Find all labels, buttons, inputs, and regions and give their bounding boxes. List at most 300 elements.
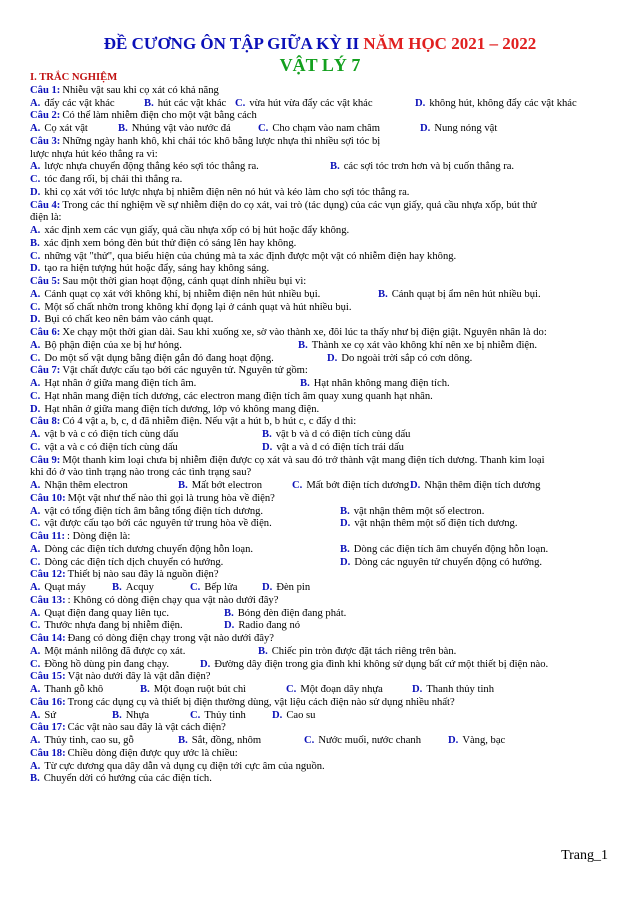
answer-options-line (30, 187, 612, 200)
option-letter: B. (298, 339, 308, 351)
option-letter: C. (30, 390, 41, 402)
answer-option (298, 340, 537, 353)
question-text: lược nhựa hút kéo thẳng ra vì: (30, 148, 158, 160)
question-text: điện là: (30, 212, 62, 224)
question-number: Câu 3: (30, 135, 61, 147)
answer-options-line (30, 544, 612, 557)
answer-options-line (30, 302, 612, 315)
question-line (30, 633, 612, 646)
option-text: Chuyển dời có hướng của các điện tích. (43, 773, 212, 785)
option-letter: A. (30, 429, 41, 440)
option-text: xác định xem các vụn giấy, quả cầu nhựa xốp có bị hút hoặc đẩy không. (44, 225, 350, 236)
answer-option (30, 773, 212, 786)
answer-option (30, 557, 223, 570)
answer-option (286, 684, 383, 697)
option-letter: A. (30, 480, 41, 491)
option-letter: D. (200, 658, 211, 670)
answer-options-line (30, 225, 612, 238)
answer-option (262, 429, 410, 442)
option-text: Bụi có chất keo nên bám vào cánh quạt. (44, 314, 214, 326)
option-letter: B. (262, 429, 272, 440)
option-letter: D. (340, 556, 351, 568)
question-line (30, 722, 612, 735)
option-letter: D. (415, 97, 426, 109)
question-line (30, 416, 612, 429)
question-number: Câu 18: (30, 747, 66, 759)
option-text: Dòng các nguyên tử chuyển động có hướng. (354, 556, 543, 568)
option-text: Nhựa (125, 709, 150, 721)
answer-option (30, 710, 56, 723)
question-number: Câu 6: (30, 327, 61, 338)
option-text: Bếp lửa (204, 582, 238, 593)
answer-options-line (30, 646, 612, 659)
option-letter: B. (140, 684, 150, 695)
question-line (30, 748, 612, 761)
option-letter: C. (304, 735, 315, 746)
option-text: Nhúng vật vào nước đá (131, 123, 231, 134)
option-letter: D. (420, 123, 431, 134)
option-letter: D. (327, 352, 338, 364)
option-text: Cánh quạt cọ xát với không khí, bị nhiễm điện nên hút nhiều bụi. (44, 288, 321, 300)
answer-options-line (30, 289, 612, 302)
option-text: Một số chất nhờn trong không khí đọng lại ở cánh quạt và hút nhiều bụi. (44, 301, 352, 313)
option-letter: C. (30, 658, 41, 670)
option-letter: C. (190, 582, 201, 593)
option-text: Nhận thêm electron (44, 480, 128, 491)
page-subtitle: VẬT LÝ 7 (279, 55, 361, 75)
answer-option (30, 98, 115, 111)
option-letter: B. (378, 288, 388, 300)
option-letter: D. (30, 263, 41, 275)
option-letter: C. (30, 441, 41, 453)
answer-option (30, 302, 352, 315)
answer-option (200, 659, 548, 672)
question-text: khi đó ở vào tình trạng nào trong các tình trạng sau? (30, 467, 252, 479)
question-number: Câu 14: (30, 633, 66, 644)
answer-option (178, 480, 262, 493)
question-text: Chiều dòng điện được quy ước là chiều: (67, 747, 238, 759)
answer-option (30, 225, 349, 238)
option-text: Nung nóng vật (434, 123, 498, 134)
option-letter: B. (30, 773, 40, 785)
answer-options-line (30, 608, 612, 621)
answer-options-line (30, 340, 612, 353)
question-line (30, 85, 612, 98)
question-number: Câu 10: (30, 492, 66, 504)
answer-option (30, 404, 319, 417)
question-text: Các vật nào sau đây là vật cách điện? (67, 722, 226, 734)
answer-option (30, 735, 134, 748)
answer-options-line (30, 659, 612, 672)
option-letter: A. (30, 339, 41, 351)
answer-options-line (30, 506, 612, 519)
answer-option (30, 429, 178, 442)
answer-option (262, 582, 310, 595)
option-text: Thủy tinh (204, 709, 246, 721)
option-text: Quạt điện đang quay liên tục. (44, 607, 170, 619)
answer-option (224, 608, 346, 621)
option-text: Sắt, đồng, nhôm (191, 735, 262, 746)
answer-options-line (30, 391, 612, 404)
question-text: Có thể làm nhiễm điện cho một vật bằng cách (62, 110, 257, 122)
answer-option (30, 123, 88, 136)
answer-option (30, 442, 178, 455)
option-text: Từ cực dương qua dây dẫn và dụng cụ điện tới cực âm của nguồn. (44, 760, 325, 772)
answer-option (415, 98, 577, 111)
option-text: Thanh thủy tinh (426, 684, 494, 695)
option-text: Mất bớt điện tích dương (306, 480, 410, 491)
option-text: Dòng các điện tích dương chuyển động hỗn loạn. (44, 543, 254, 555)
title-main: ĐỀ CƯƠNG ÔN TẬP GIỮA KỲ II (103, 34, 360, 53)
question-number: Câu 4: (30, 199, 61, 211)
question-line (30, 276, 612, 289)
answer-option (30, 544, 253, 557)
answer-options-line (30, 684, 612, 697)
question-line (30, 697, 612, 710)
option-letter: B. (224, 607, 234, 619)
answer-option (30, 187, 409, 200)
page-title (0, 34, 640, 54)
answer-options-line (30, 263, 612, 276)
answer-option (30, 620, 183, 633)
option-text: Một đoạn ruột bút chì (153, 684, 247, 695)
option-letter: D. (410, 480, 421, 491)
option-text: Bóng đèn điện đang phát. (237, 607, 347, 619)
answer-option (412, 684, 494, 697)
option-letter: D. (262, 441, 273, 453)
option-text: đẩy các vật khác (44, 97, 115, 109)
answer-option (410, 480, 540, 493)
answer-option (144, 98, 226, 111)
option-letter: A. (30, 225, 41, 236)
answer-option (340, 544, 548, 557)
option-text: xác định xem bóng đèn bút thử điện có sáng lên hay không. (43, 237, 297, 249)
answer-options-line (30, 238, 612, 251)
question-text: Có 4 vật a, b, c, d đã nhiễm điện. Nếu vật a hút b, b hút c, c đẩy d thì: (62, 416, 357, 428)
question-text: Vật chất được cấu tạo bởi các nguyên tử. Nguyên tử gồm: (62, 365, 308, 377)
option-letter: B. (144, 97, 154, 109)
question-text: Một thanh kim loại chưa bị nhiễm điện được cọ xát và sau đó trở thành vật mang điện tích dương. Thanh kim loại (62, 454, 545, 466)
option-text: Chiếc pin tròn được đặt tách riêng trên bàn. (271, 645, 457, 657)
answer-option (140, 684, 246, 697)
option-text: Quạt máy (44, 582, 86, 593)
section-heading: I. TRẮC NGHIỆM (30, 72, 118, 83)
option-letter: D. (272, 709, 283, 721)
answer-option (112, 710, 149, 723)
option-letter: C. (235, 97, 246, 109)
option-text: Sứ (44, 709, 56, 721)
option-letter: A. (30, 607, 41, 619)
option-letter: A. (30, 684, 41, 695)
option-text: Nhận thêm điện tích dương (424, 480, 541, 491)
answer-options-line (30, 442, 612, 455)
question-line (30, 671, 612, 684)
option-text: Vàng, bạc (462, 735, 506, 746)
answer-options-line (30, 735, 612, 748)
option-letter: B. (112, 582, 122, 593)
answer-option (112, 582, 154, 595)
question-line (30, 531, 612, 544)
option-text: Thủy tinh, cao su, gỗ (44, 735, 134, 746)
option-text: Dòng các điện tích âm chuyển động hỗn loạn. (353, 543, 549, 555)
question-number: Câu 11: (30, 531, 66, 542)
question-line (30, 136, 612, 149)
answer-options-line (30, 174, 612, 187)
question-number: Câu 7: (30, 365, 61, 377)
document-body (30, 72, 612, 786)
option-letter: B. (330, 161, 340, 173)
answer-options-line (30, 773, 612, 786)
answer-option (30, 684, 103, 697)
option-text: Một mảnh nilông đã được cọ xát. (44, 645, 186, 657)
answer-options-line (30, 582, 612, 595)
option-letter: B. (258, 645, 268, 657)
question-text: : Không có dòng điện chạy qua vật nào dưới đây? (67, 594, 279, 606)
option-letter: B. (178, 480, 188, 491)
option-letter: D. (30, 314, 41, 326)
question-line (30, 493, 612, 506)
option-text: Cao su (286, 709, 316, 721)
answer-option (258, 123, 380, 136)
text-line (30, 149, 612, 162)
answer-options-line (30, 761, 612, 774)
question-text: Vật nào dưới đây là vật dẫn điện? (67, 671, 211, 683)
option-letter: A. (30, 161, 41, 173)
question-number: Câu 15: (30, 671, 66, 683)
question-number: Câu 17: (30, 722, 66, 734)
question-number: Câu 8: (30, 416, 61, 428)
option-text: Đồng hồ dùng pin đang chạy. (44, 658, 169, 670)
answer-option (30, 174, 182, 187)
option-text: Hạt nhân không mang điện tích. (313, 378, 450, 389)
question-text: Đang có dòng điện chạy trong vật nào dưới đây? (67, 633, 274, 644)
option-letter: C. (258, 123, 269, 134)
option-letter: C. (30, 250, 41, 262)
option-text: Acquy (125, 582, 154, 593)
option-letter: A. (30, 709, 41, 721)
option-text: Cọ xát vật (44, 123, 88, 134)
question-line (30, 110, 612, 123)
answer-option (30, 289, 320, 302)
option-letter: C. (30, 518, 41, 530)
answer-option (304, 735, 421, 748)
option-text: những vật "thử", qua biểu hiện của chúng mà ta xác định được một vật có nhiễm điện hay không. (44, 250, 457, 262)
option-letter: A. (30, 288, 41, 300)
option-text: Do ngoài trời sắp có cơn dông. (341, 352, 473, 364)
answer-option (30, 646, 185, 659)
option-letter: C. (30, 174, 41, 185)
text-line (30, 212, 612, 225)
answer-options-line (30, 480, 612, 493)
answer-options-line (30, 378, 612, 391)
option-letter: B. (178, 735, 188, 746)
answer-option (300, 378, 450, 391)
option-text: Radio đang nó (238, 620, 301, 632)
answer-option (262, 442, 404, 455)
answer-option (235, 98, 373, 111)
question-text: Xe chạy một thời gian dài. Sau khi xuống xe, sờ vào thành xe, đôi lúc ta thấy như bị điện giật. Nguyên nhân là do: (62, 327, 547, 338)
answer-options-line (30, 557, 612, 570)
option-text: Thanh gỗ khô (44, 684, 104, 695)
option-letter: A. (30, 123, 41, 134)
option-text: Do một số vật dụng bằng điện gắn đó đang hoạt động. (44, 352, 274, 364)
answer-options-line (30, 353, 612, 366)
option-letter: C. (292, 480, 303, 491)
answer-options-line (30, 404, 612, 417)
option-text: Thành xe cọ xát vào không khí nên xe bị nhiễm điện. (311, 339, 538, 351)
option-letter: D. (30, 403, 41, 415)
option-letter: B. (118, 123, 128, 134)
option-letter: C. (30, 352, 41, 364)
answer-options-line (30, 518, 612, 531)
option-text: Nước muối, nước chanh (318, 735, 422, 746)
question-text: Sau một thời gian hoạt động, cánh quạt dính nhiều bụi vì: (62, 276, 307, 287)
answer-options-line (30, 710, 612, 723)
option-text: vật a và d có điện tích trái dấu (276, 441, 404, 453)
answer-options-line (30, 123, 612, 136)
option-letter: B. (340, 505, 350, 517)
option-text: vật được cấu tạo bởi các nguyên tử trung hòa về điện. (44, 518, 272, 530)
option-text: Hạt nhân mang điện tích dương, các electron mang điện tích âm quay xung quanh hạt nhân. (44, 390, 433, 402)
answer-options-line (30, 98, 612, 111)
answer-option (30, 761, 325, 774)
option-letter: C. (30, 301, 41, 313)
answer-options-line (30, 620, 612, 633)
option-letter: B. (300, 378, 310, 389)
option-letter: B. (340, 543, 350, 555)
answer-option (330, 161, 514, 174)
answer-option (190, 710, 246, 723)
option-text: vừa hút vừa đẩy các vật khác (249, 97, 373, 109)
option-letter: A. (30, 735, 41, 746)
answer-option (30, 251, 456, 264)
answer-option (272, 710, 315, 723)
option-letter: D. (448, 735, 459, 746)
option-text: các sợi tóc trơn hơn và bị cuốn thẳng ra. (343, 161, 515, 173)
answer-option (30, 238, 296, 251)
answer-options-line (30, 429, 612, 442)
answer-option (30, 353, 274, 366)
question-line (30, 327, 612, 340)
answer-option (327, 353, 472, 366)
option-letter: A. (30, 645, 41, 657)
question-line (30, 569, 612, 582)
option-text: vật nhận thêm một số điện tích dương. (354, 518, 518, 530)
question-number: Câu 1: (30, 84, 61, 96)
option-letter: D. (30, 186, 41, 198)
question-text: Trong các thí nghiệm về sự nhiễm điện do cọ xát, vai trò (tác dụng) của các vụn giấy, quả cầu nhựa xốp, bút thử (62, 199, 537, 211)
option-text: Bộ phận điện của xe bị hư hỏng. (44, 339, 182, 351)
option-letter: C. (190, 709, 201, 721)
question-line (30, 200, 612, 213)
answer-option (30, 314, 213, 327)
question-line (30, 595, 612, 608)
question-text: Trong các dụng cụ và thiết bị điện thường dùng, vật liệu cách điện nào sử dụng nhiều nhất? (67, 696, 455, 708)
question-text: Những ngày hanh khô, khi chải tóc khô bằng lược nhựa thì nhiều sợi tóc bị (62, 135, 381, 147)
answer-option (258, 646, 456, 659)
question-text: Một vật như thế nào thì gọi là trung hòa về điện? (67, 492, 275, 504)
answer-option (30, 506, 263, 519)
answer-options-line (30, 314, 612, 327)
page-number: Trang_1 (561, 848, 608, 863)
option-letter: A. (30, 760, 41, 772)
answer-options-line (30, 251, 612, 264)
question-number: Câu 13: (30, 594, 66, 606)
answer-option (118, 123, 231, 136)
answer-option (378, 289, 541, 302)
option-letter: A. (30, 582, 41, 593)
answer-option (340, 557, 542, 570)
option-text: Cánh quạt bị ẩm nên hút nhiều bụi. (391, 288, 541, 300)
option-text: Thước nhựa đang bị nhiễm điện. (44, 620, 183, 632)
option-text: Dòng các điện tích dịch chuyển có hướng. (44, 556, 224, 568)
option-letter: C. (30, 556, 41, 568)
question-text: : Dòng điện là: (67, 531, 131, 542)
option-letter: A. (30, 543, 41, 555)
answer-option (224, 620, 300, 633)
option-letter: D. (262, 582, 273, 593)
option-text: vật nhận thêm một số electron. (353, 505, 485, 517)
option-text: Đèn pin (276, 582, 311, 593)
option-text: Hạt nhân ở giữa mang điện tích âm. (44, 378, 197, 389)
answer-option (30, 340, 182, 353)
question-text: Nhiễu vật sau khi cọ xát có khả năng (62, 84, 219, 96)
option-text: Một đoạn dây nhựa (300, 684, 383, 695)
answer-option (30, 391, 433, 404)
title-year: NĂM HỌC 2021 – 2022 (363, 34, 537, 53)
option-letter: D. (340, 518, 351, 530)
option-letter: A. (30, 97, 41, 109)
answer-option (30, 161, 259, 174)
question-line (30, 455, 612, 468)
option-text: tạo ra hiện tượng hút hoặc đẩy, sáng hay không sáng. (44, 263, 270, 275)
option-text: tóc đang rối, bị chải thì thẳng ra. (44, 174, 183, 185)
answer-option (30, 659, 169, 672)
option-letter: D. (412, 684, 423, 695)
option-letter: A. (30, 505, 41, 517)
answer-option (420, 123, 497, 136)
option-text: hút các vật khác (157, 97, 227, 109)
option-text: vật b và c có điện tích cùng dấu (44, 429, 179, 440)
text-line (30, 467, 612, 480)
option-letter: B. (112, 709, 122, 721)
answer-option (292, 480, 409, 493)
option-text: không hút, không đẩy các vật khác (429, 97, 577, 109)
answer-option (30, 582, 86, 595)
answer-option (340, 518, 517, 531)
answer-option (30, 480, 128, 493)
answer-option (30, 608, 169, 621)
option-letter: D. (224, 620, 235, 632)
question-number: Câu 16: (30, 696, 66, 708)
option-letter: C. (286, 684, 297, 695)
option-text: Cho chạm vào nam châm (272, 123, 380, 134)
option-letter: A. (30, 378, 41, 389)
answer-options-line (30, 161, 612, 174)
option-text: lược nhựa chuyển động thẳng kéo sợi tóc thẳng ra. (44, 161, 259, 173)
option-text: Hạt nhân ở giữa mang điện tích dương, lớp vỏ không mang điện. (44, 403, 320, 415)
answer-option (30, 378, 196, 391)
question-number: Câu 12: (30, 569, 66, 581)
answer-option (448, 735, 505, 748)
option-letter: C. (30, 620, 41, 632)
option-text: vật b và d có điện tích cùng dấu (275, 429, 411, 440)
question-text: Thiết bị nào sau đây là nguồn điện? (67, 569, 219, 581)
option-letter: B. (30, 237, 40, 249)
option-text: vật có tổng điện tích âm bằng tổng điện tích dương. (44, 505, 264, 517)
answer-option (30, 518, 272, 531)
question-line (30, 365, 612, 378)
